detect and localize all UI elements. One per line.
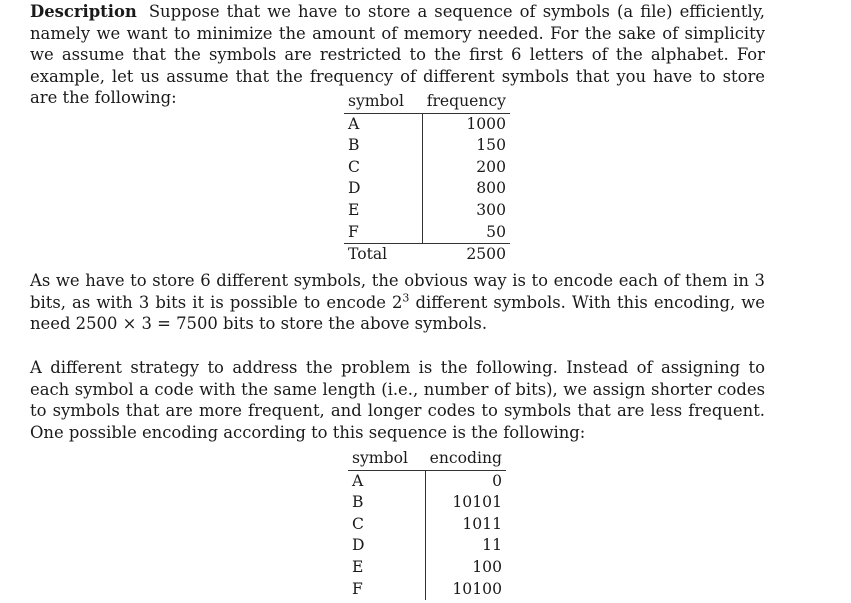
encoding-cell: 100 — [472, 557, 502, 576]
table-row — [348, 492, 506, 514]
symbol-cell: C — [344, 157, 422, 179]
encoding-cell: 0 — [492, 471, 502, 490]
table-row — [348, 557, 506, 579]
total-value: 2500 — [422, 244, 510, 266]
encoding-cell: 10100 — [452, 579, 502, 598]
encoding-cell: 1011 — [462, 514, 502, 533]
total-label: Total — [344, 244, 422, 266]
symbol-cell: F — [344, 222, 422, 244]
symbol-cell: D — [348, 535, 426, 557]
symbol-cell: E — [348, 557, 426, 579]
frequency-table — [344, 91, 510, 266]
table-row — [344, 222, 510, 244]
symbol-cell: A — [348, 470, 426, 492]
encoding-cell: 11 — [482, 536, 502, 555]
encoding-table-header-encoding: encoding — [426, 448, 506, 470]
paragraph2-text-a: As we have to store 6 different symbols, the obvious way is to encode each of them in 3 bits, as with 3 bits it is possible to encode 2 — [30, 271, 765, 312]
exponent: 3 — [402, 291, 410, 305]
table-row — [348, 514, 506, 536]
encoding-table-header-symbol: symbol — [348, 448, 426, 470]
table-row — [344, 200, 510, 222]
table-row — [344, 178, 510, 200]
description-text: Suppose that we have to store a sequence of symbols (a file) efficiently, namely we want to minimize the amount of memory needed. For the sake of simplicity we assume that the symbols are restricted to the first 6 letters of the alphabet. For example, let us assume that the frequency of different symbols that you have to store are the following: — [30, 2, 765, 108]
frequency-cell: 800 — [476, 179, 506, 198]
frequency-table-header-symbol: symbol — [344, 91, 422, 113]
encoding-table — [348, 448, 506, 600]
symbol-cell: D — [344, 178, 422, 200]
frequency-cell: 150 — [476, 136, 506, 155]
frequency-cell: 1000 — [466, 114, 506, 133]
frequency-cell: 50 — [486, 222, 506, 241]
variable-length-paragraph: A different strategy to address the problem is the following. Instead of assigning to each symbol a code with the same length (i.e., number of bits), we assign shorter codes to symbols that are more frequent, and longer codes to symbols that are less frequent. One possible encoding according to this sequence is the following: — [30, 358, 765, 442]
description-lead: Description — [30, 2, 137, 21]
symbol-cell: C — [348, 514, 426, 536]
table-row — [348, 535, 506, 557]
symbol-cell: F — [348, 579, 426, 601]
symbol-cell: E — [344, 200, 422, 222]
encoding-cell: 10101 — [452, 493, 502, 512]
table-row — [348, 470, 506, 492]
table-row — [348, 579, 506, 601]
table-row — [344, 135, 510, 157]
symbol-cell: B — [348, 492, 426, 514]
total-row — [344, 244, 510, 266]
frequency-cell: 200 — [476, 157, 506, 176]
symbol-cell: A — [344, 113, 422, 135]
table-row — [344, 157, 510, 179]
paragraph2-text-b: different symbols. With this encoding, we need 2500 × 3 = 7500 bits to store the above symbols. — [30, 292, 765, 334]
frequency-cell: 300 — [476, 200, 506, 219]
symbol-cell: B — [344, 135, 422, 157]
frequency-table-header-frequency: frequency — [422, 91, 510, 113]
fixed-length-paragraph — [30, 270, 765, 335]
table-row — [344, 113, 510, 135]
